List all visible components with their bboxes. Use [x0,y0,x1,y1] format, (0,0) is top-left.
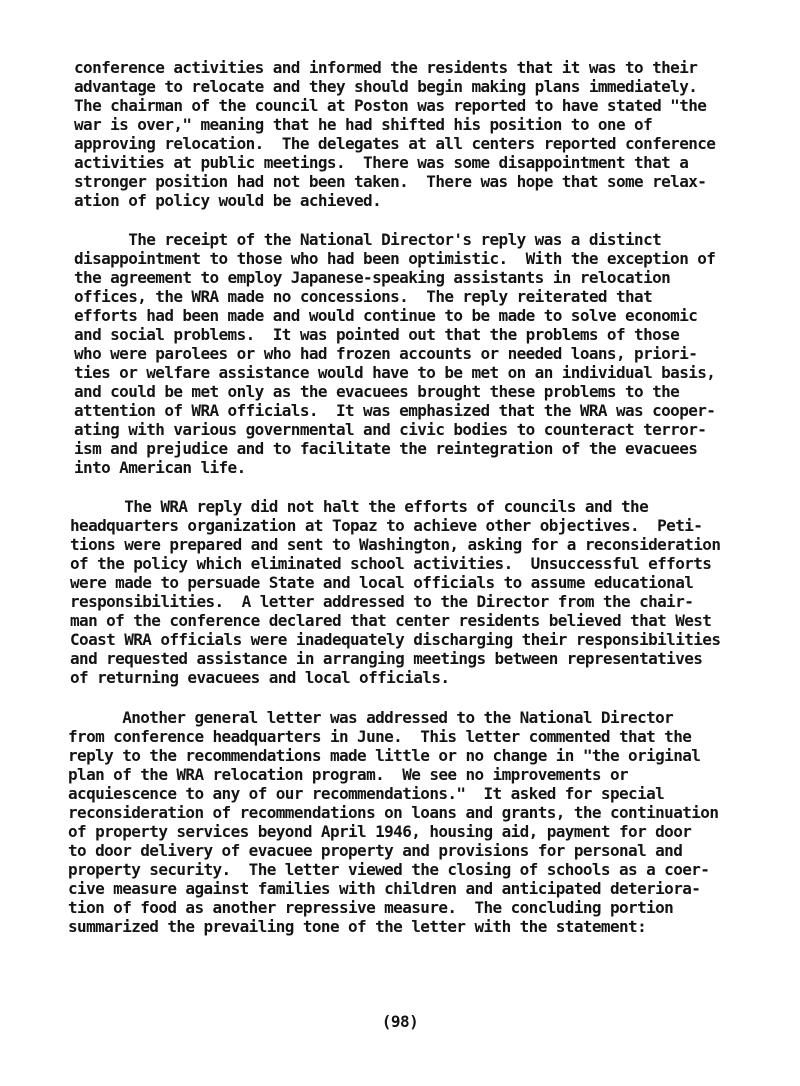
text-line: from conference headquarters in June. This letter commented that the [68,727,692,746]
text-line: who were parolees or who had frozen accounts or needed loans, priori- [74,344,698,363]
text-line: war is over," meaning that he had shifted his position to one of [74,115,653,134]
text-line: into American life. [74,458,246,477]
text-line: offices, the WRA made no concessions. The reply reiterated that [74,287,653,306]
text-line: attention of WRA officials. It was emphasized that the WRA was cooper- [74,401,716,420]
text-line: advantage to relocate and they should begin making plans immediately. [74,77,698,96]
text-line: ism and prejudice and to facilitate the reintegration of the evacuees [74,439,698,458]
text-line: efforts had been made and would continue to be made to solve economic [74,306,698,325]
text-line: and social problems. It was pointed out that the problems of those [74,325,680,344]
text-line: tions were prepared and sent to Washington, asking for a reconsideration [70,535,721,554]
text-line: tion of food as another repressive measure. The concluding portion [68,898,674,917]
text-line: summarized the prevailing tone of the letter with the statement: [68,917,647,936]
text-line: Another general letter was addressed to the National Director [68,708,674,727]
text-line: headquarters organization at Topaz to achieve other objectives. Peti- [70,516,703,535]
text-line: conference activities and informed the residents that it was to their [74,58,698,77]
text-line: of property services beyond April 1946, housing aid, payment for door [68,822,692,841]
text-line: The chairman of the council at Poston was reported to have stated "the [74,96,707,115]
text-line: were made to persuade State and local officials to assume educational [70,573,694,592]
text-line: and requested assistance in arranging meetings between representatives [70,649,703,668]
text-line: The WRA reply did not halt the efforts of councils and the [70,497,649,516]
text-line: to door delivery of evacuee property and provisions for personal and [68,841,683,860]
text-line: of returning evacuees and local officials. [70,668,450,687]
text-line: cive measure against families with children and anticipated deteriora- [68,879,701,898]
text-line: ation of policy would be achieved. [74,191,382,210]
text-line: man of the conference declared that center residents believed that West [70,611,712,630]
text-line: approving relocation. The delegates at all centers reported conference [74,134,716,153]
text-line: acquiescence to any of our recommendations." It asked for special [68,784,665,803]
text-line: reconsideration of recommendations on loans and grants, the continuation [68,803,719,822]
text-line: of the policy which eliminated school activities. Unsuccessful efforts [70,554,712,573]
page-number: (98) [381,1012,419,1031]
text-line: property security. The letter viewed the closing of schools as a coer- [68,860,710,879]
text-line: ties or welfare assistance would have to be met on an individual basis, [74,363,716,382]
text-line: and could be met only as the evacuees brought these problems to the [74,382,680,401]
text-line: The receipt of the National Director's reply was a distinct [74,230,662,249]
text-line: activities at public meetings. There was some disappointment that a [74,153,689,172]
text-line: responsibilities. A letter addressed to the Director from the chair- [70,592,694,611]
text-line: disappointment to those who had been optimistic. With the exception of [74,249,716,268]
text-line: ating with various governmental and civic bodies to counteract terror- [74,420,707,439]
text-line: Coast WRA officials were inadequately discharging their responsibilities [70,630,721,649]
text-line: the agreement to employ Japanese-speaking assistants in relocation [74,268,671,287]
text-line: stronger position had not been taken. There was hope that some relax- [74,172,707,191]
text-line: reply to the recommendations made little or no change in "the original [68,746,701,765]
text-line: plan of the WRA relocation program. We see no improvements or [68,765,629,784]
